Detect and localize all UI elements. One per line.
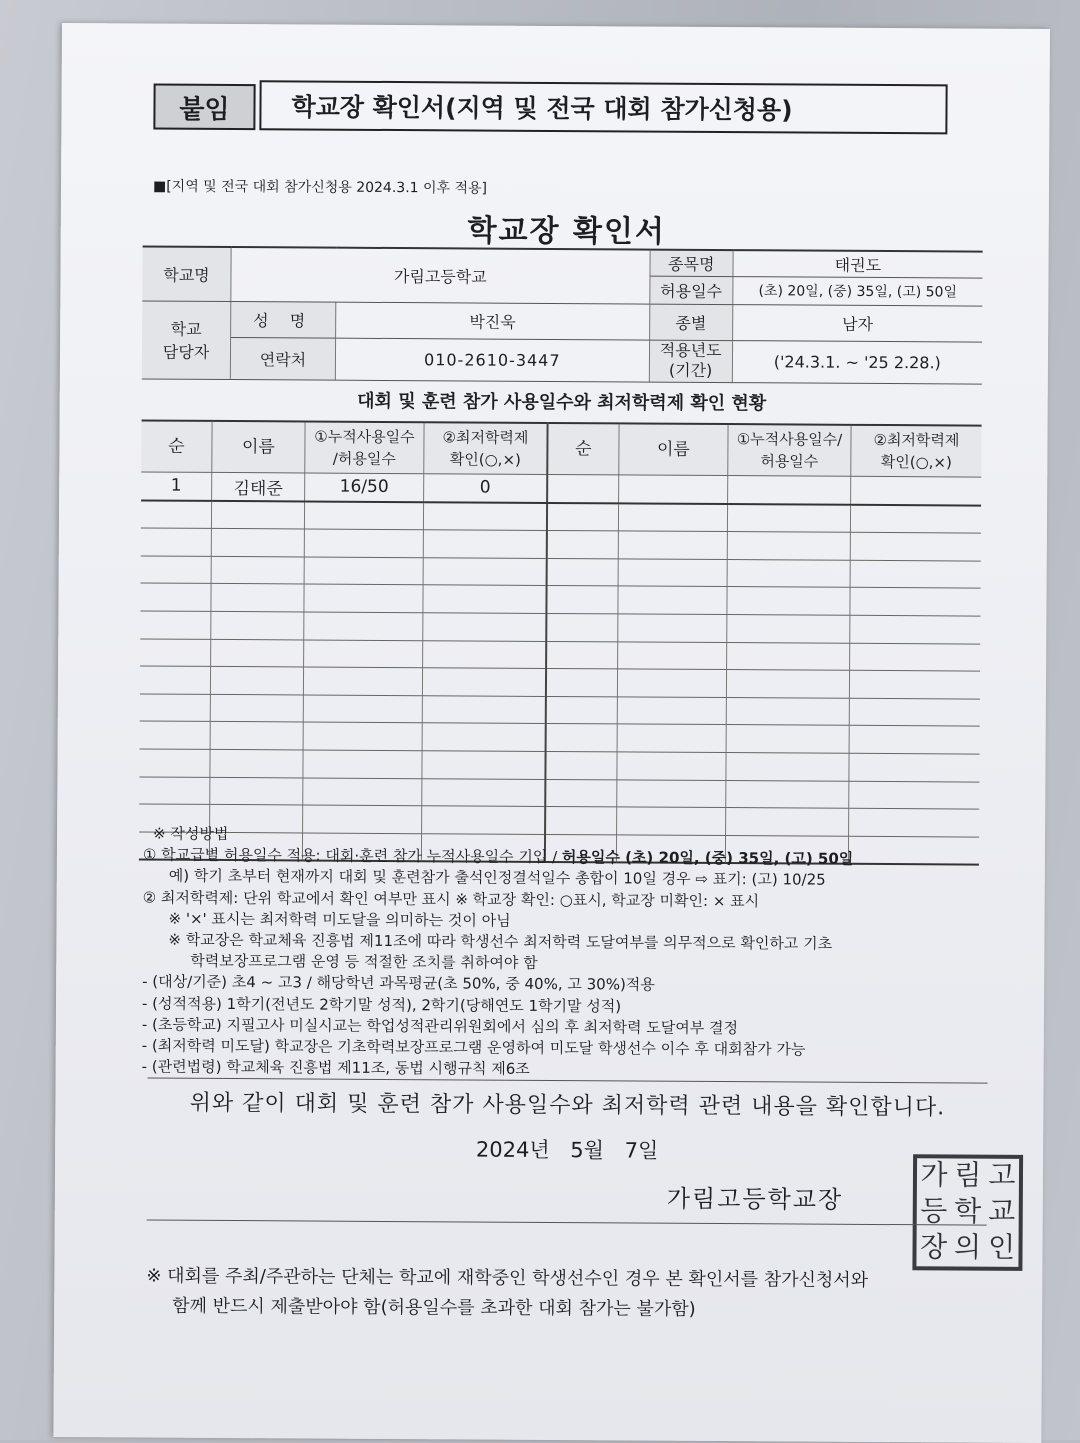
empty-cell	[140, 666, 211, 694]
empty-cell	[617, 779, 726, 807]
empty-cell	[850, 532, 981, 560]
empty-cell	[726, 697, 849, 725]
empty-cell	[618, 586, 727, 614]
page-title: 학교장 확인서	[467, 213, 667, 250]
roster-table	[139, 419, 982, 865]
empty-cell	[211, 556, 304, 584]
empty-cell	[726, 752, 849, 780]
empty-cell	[140, 639, 211, 667]
empty-cell	[211, 611, 304, 639]
school-info-table	[142, 245, 983, 384]
empty-cell	[727, 532, 850, 560]
col-check	[424, 422, 548, 474]
empty-cell	[618, 531, 727, 559]
manager-label-line2: 담당자	[162, 342, 210, 362]
document-header-title: 학교장 확인서(지역 및 전국 대회 참가신청용)	[259, 80, 947, 134]
period-label	[649, 340, 732, 383]
empty-cell	[423, 585, 547, 613]
col-check-2-line2: 확인(○,×)	[880, 452, 952, 472]
empty-cell	[304, 640, 423, 668]
event-label: 종목명	[650, 250, 733, 277]
empty-cell	[211, 529, 304, 557]
empty-cell	[726, 725, 849, 753]
instruction-1b: 허용일수 (초) 20일, (중) 35일, (고) 50일	[561, 848, 854, 869]
empty-cell	[304, 557, 423, 585]
empty-cell	[139, 777, 210, 805]
empty-cell	[211, 639, 304, 667]
col-check-line1: ②최저학력제	[442, 428, 529, 447]
col-check-2	[851, 425, 982, 477]
empty-cell	[423, 502, 547, 531]
empty-cell	[423, 557, 547, 585]
seal-char: 학	[954, 1194, 982, 1228]
col-days-2-line1: ①누적사용일수/	[736, 430, 843, 449]
empty-cell	[849, 753, 980, 781]
name-value: 박진욱	[336, 302, 650, 340]
instruction-line: - (성적적용) 1학기(전년도 2학기말 성적), 2학기(당해연도 1학기말 성적)	[141, 994, 622, 1016]
empty-cell	[304, 529, 423, 557]
empty-cell	[210, 694, 303, 722]
col-name: 이름	[212, 421, 305, 473]
school-label: 학교명	[142, 246, 231, 301]
divider	[147, 1220, 987, 1226]
empty-cell	[304, 612, 423, 640]
seal-char: 림	[954, 1158, 982, 1192]
section-title: 대회 및 훈련 참가 사용일수와 최저학력제 확인 현황	[357, 390, 767, 415]
empty-cell	[727, 642, 850, 670]
manager-label-line1: 학교	[170, 319, 202, 339]
seal-char: 등	[920, 1194, 948, 1228]
empty-cell	[546, 613, 618, 641]
empty-cell	[547, 558, 619, 586]
col-check-line2: 확인(○,×)	[449, 450, 521, 469]
empty-cell	[617, 669, 726, 697]
empty-cell	[727, 587, 850, 615]
instruction-line: ※ '×' 표시는 최저학력 미도달을 의미하는 것이 아님	[168, 909, 511, 930]
footer-line: ※ 대회를 주최/주관하는 단체는 학교에 재학중인 학생선수인 경우 본 확인서를 참가신청서와	[146, 1265, 869, 1291]
col-days	[305, 421, 424, 473]
empty-cell	[304, 501, 423, 530]
school-seal	[912, 1154, 1023, 1271]
empty-cell	[547, 531, 619, 559]
instruction-line: 예) 학기 초부터 현재까지 대회 및 훈련참가 출석인정결석일수 총합이 10일 경우 ⇨ 표기: (고) 10/25	[168, 867, 826, 890]
seal-char: 교	[988, 1194, 1016, 1228]
instructions	[142, 823, 1004, 1083]
col-days-2-line2: 허용일수	[760, 452, 819, 471]
empty-cell	[851, 476, 982, 505]
empty-cell	[728, 476, 851, 505]
empty-cell	[211, 500, 304, 529]
col-name-2: 이름	[619, 423, 728, 475]
empty-cell	[422, 751, 546, 779]
empty-cell	[618, 641, 727, 669]
contact-label: 연락처	[230, 337, 335, 380]
footer-line: 함께 반드시 제출받아야 함(허용일수를 초과한 대회 참가는 불가함)	[172, 1295, 696, 1320]
empty-cell	[422, 668, 546, 696]
instruction-line: 학력보장프로그램 운영 등 적절한 조치를 취하여야 함	[190, 952, 538, 973]
empty-cell	[141, 556, 212, 584]
instruction-line: ② 최저학력제: 단위 학교에서 확인 여부만 표시 ※ 학교장 확인: ○표시, 학교장 미확인: × 표시	[142, 888, 760, 910]
empty-cell	[547, 503, 619, 532]
empty-cell	[422, 695, 546, 723]
empty-cell	[303, 667, 422, 695]
col-days-line2: /허용일수	[332, 449, 396, 469]
empty-cell	[141, 500, 212, 529]
empty-cell	[727, 504, 850, 533]
period-label-line2: (기간)	[668, 360, 713, 380]
empty-cell	[139, 749, 210, 777]
period-value: ('24.3.1. ~ '25 2.28.)	[732, 340, 982, 384]
allowed-days-label: 허용일수	[650, 276, 733, 305]
instruction-line: - (최저학력 미도달) 학교장은 기초학력보장프로그램 운영하여 미도달 학생선수 이수 후 대회참가 가능	[141, 1036, 806, 1059]
empty-cell	[210, 722, 303, 750]
empty-cell	[303, 777, 422, 805]
col-days-line1: ①누적사용일수	[314, 427, 415, 447]
instruction-line: - (관련법령) 학교체육 진흥법 제11조, 동법 시행규칙 제6조	[141, 1057, 530, 1079]
empty-cell	[140, 611, 211, 639]
empty-cell	[211, 584, 304, 612]
empty-cell	[546, 669, 618, 697]
instruction-1a: ① 학교급별 허용일수 적용: 대회·훈련 참가 누적사용일수 기입 /	[142, 845, 558, 867]
empty-cell	[140, 583, 211, 611]
period-label-line1: 적용년도	[659, 340, 722, 361]
empty-cell	[422, 778, 546, 806]
col-no: 순	[141, 420, 212, 472]
empty-cell	[545, 779, 617, 807]
seal-char: 장	[919, 1230, 948, 1264]
empty-cell	[423, 640, 547, 668]
empty-cell	[617, 697, 726, 725]
empty-cell	[727, 559, 850, 587]
empty-cell	[618, 559, 727, 587]
name-label: 성 명	[231, 301, 336, 338]
empty-cell	[618, 614, 727, 642]
issue-date: 2024년 5월 7일	[475, 1137, 659, 1163]
confirmation-text: 위와 같이 대회 및 훈련 참가 사용일수와 최저학력 관련 내용을 확인합니다.	[189, 1090, 946, 1121]
empty-cell	[423, 613, 547, 641]
empty-cell	[726, 780, 849, 808]
school-value: 가림고등학교	[231, 247, 650, 304]
empty-cell	[141, 528, 212, 556]
empty-cell	[546, 586, 618, 614]
instructions-heading: ※ 작성방법	[153, 824, 229, 844]
empty-cell	[546, 696, 618, 724]
empty-cell	[849, 670, 980, 698]
empty-cell	[617, 752, 726, 780]
footer-note	[146, 1262, 1006, 1327]
seal-char: 인	[987, 1230, 1016, 1264]
empty-cell	[546, 641, 618, 669]
row-days: 16/50	[305, 473, 424, 502]
empty-cell	[422, 723, 546, 751]
event-value: 태권도	[733, 250, 983, 278]
empty-cell	[850, 588, 981, 616]
empty-cell	[547, 474, 619, 503]
empty-cell	[619, 475, 728, 504]
empty-cell	[210, 777, 303, 805]
empty-cell	[850, 504, 981, 533]
applicability-note: ■[지역 및 전국 대회 참가신청용 2024.3.1 이후 적용]	[152, 178, 488, 197]
empty-cell	[303, 750, 422, 778]
col-no-2: 순	[547, 423, 619, 475]
empty-cell	[210, 749, 303, 777]
principal-signature: 가림고등학교장	[666, 1184, 844, 1214]
empty-cell	[726, 670, 849, 698]
row-name: 김태준	[212, 472, 305, 501]
empty-cell	[423, 530, 547, 558]
seal-char: 의	[953, 1230, 982, 1264]
empty-cell	[545, 751, 617, 779]
empty-cell	[850, 643, 981, 671]
seal-char: 가	[920, 1158, 948, 1192]
empty-cell	[849, 781, 980, 809]
gender-value: 남자	[732, 304, 982, 342]
empty-cell	[727, 615, 850, 643]
instruction-line: - (초등학교) 지필고사 미실시교는 학업성적관리위원회에서 심의 후 최저학력 도달여부 결정	[141, 1015, 739, 1037]
empty-cell	[850, 615, 981, 643]
gender-label: 종별	[649, 304, 732, 341]
empty-cell	[849, 726, 980, 754]
col-days-2	[728, 424, 851, 476]
empty-cell	[304, 584, 423, 612]
attachment-tag: 붙임	[153, 84, 255, 131]
empty-cell	[546, 724, 618, 752]
empty-cell	[617, 724, 726, 752]
col-check-2-line1: ②최저학력제	[873, 430, 960, 450]
instruction-line: - (대상/기준) 초4 ~ 고3 / 해당학년 과목평균(초 50%, 중 40%, 고 30%)적용	[142, 972, 655, 995]
empty-cell	[140, 694, 211, 722]
document-page	[53, 23, 1050, 1443]
contact-value: 010-2610-3447	[335, 338, 649, 382]
empty-cell	[303, 722, 422, 750]
empty-cell	[618, 503, 727, 532]
row-no: 1	[141, 472, 212, 501]
allowed-days-value: (초) 20일, (중) 35일, (고) 50일	[733, 276, 983, 306]
manager-label	[142, 300, 231, 379]
seal-char: 고	[988, 1158, 1016, 1192]
instruction-line: ※ 학교장은 학교체육 진흥법 제11조에 따라 학생선수 최저학력 도달여부를 의무적으로 확인하고 기초	[168, 930, 833, 953]
empty-cell	[849, 698, 980, 726]
empty-cell	[850, 560, 981, 588]
empty-cell	[140, 721, 211, 749]
row-check: 0	[424, 474, 548, 503]
empty-cell	[210, 667, 303, 695]
empty-cell	[303, 695, 422, 723]
